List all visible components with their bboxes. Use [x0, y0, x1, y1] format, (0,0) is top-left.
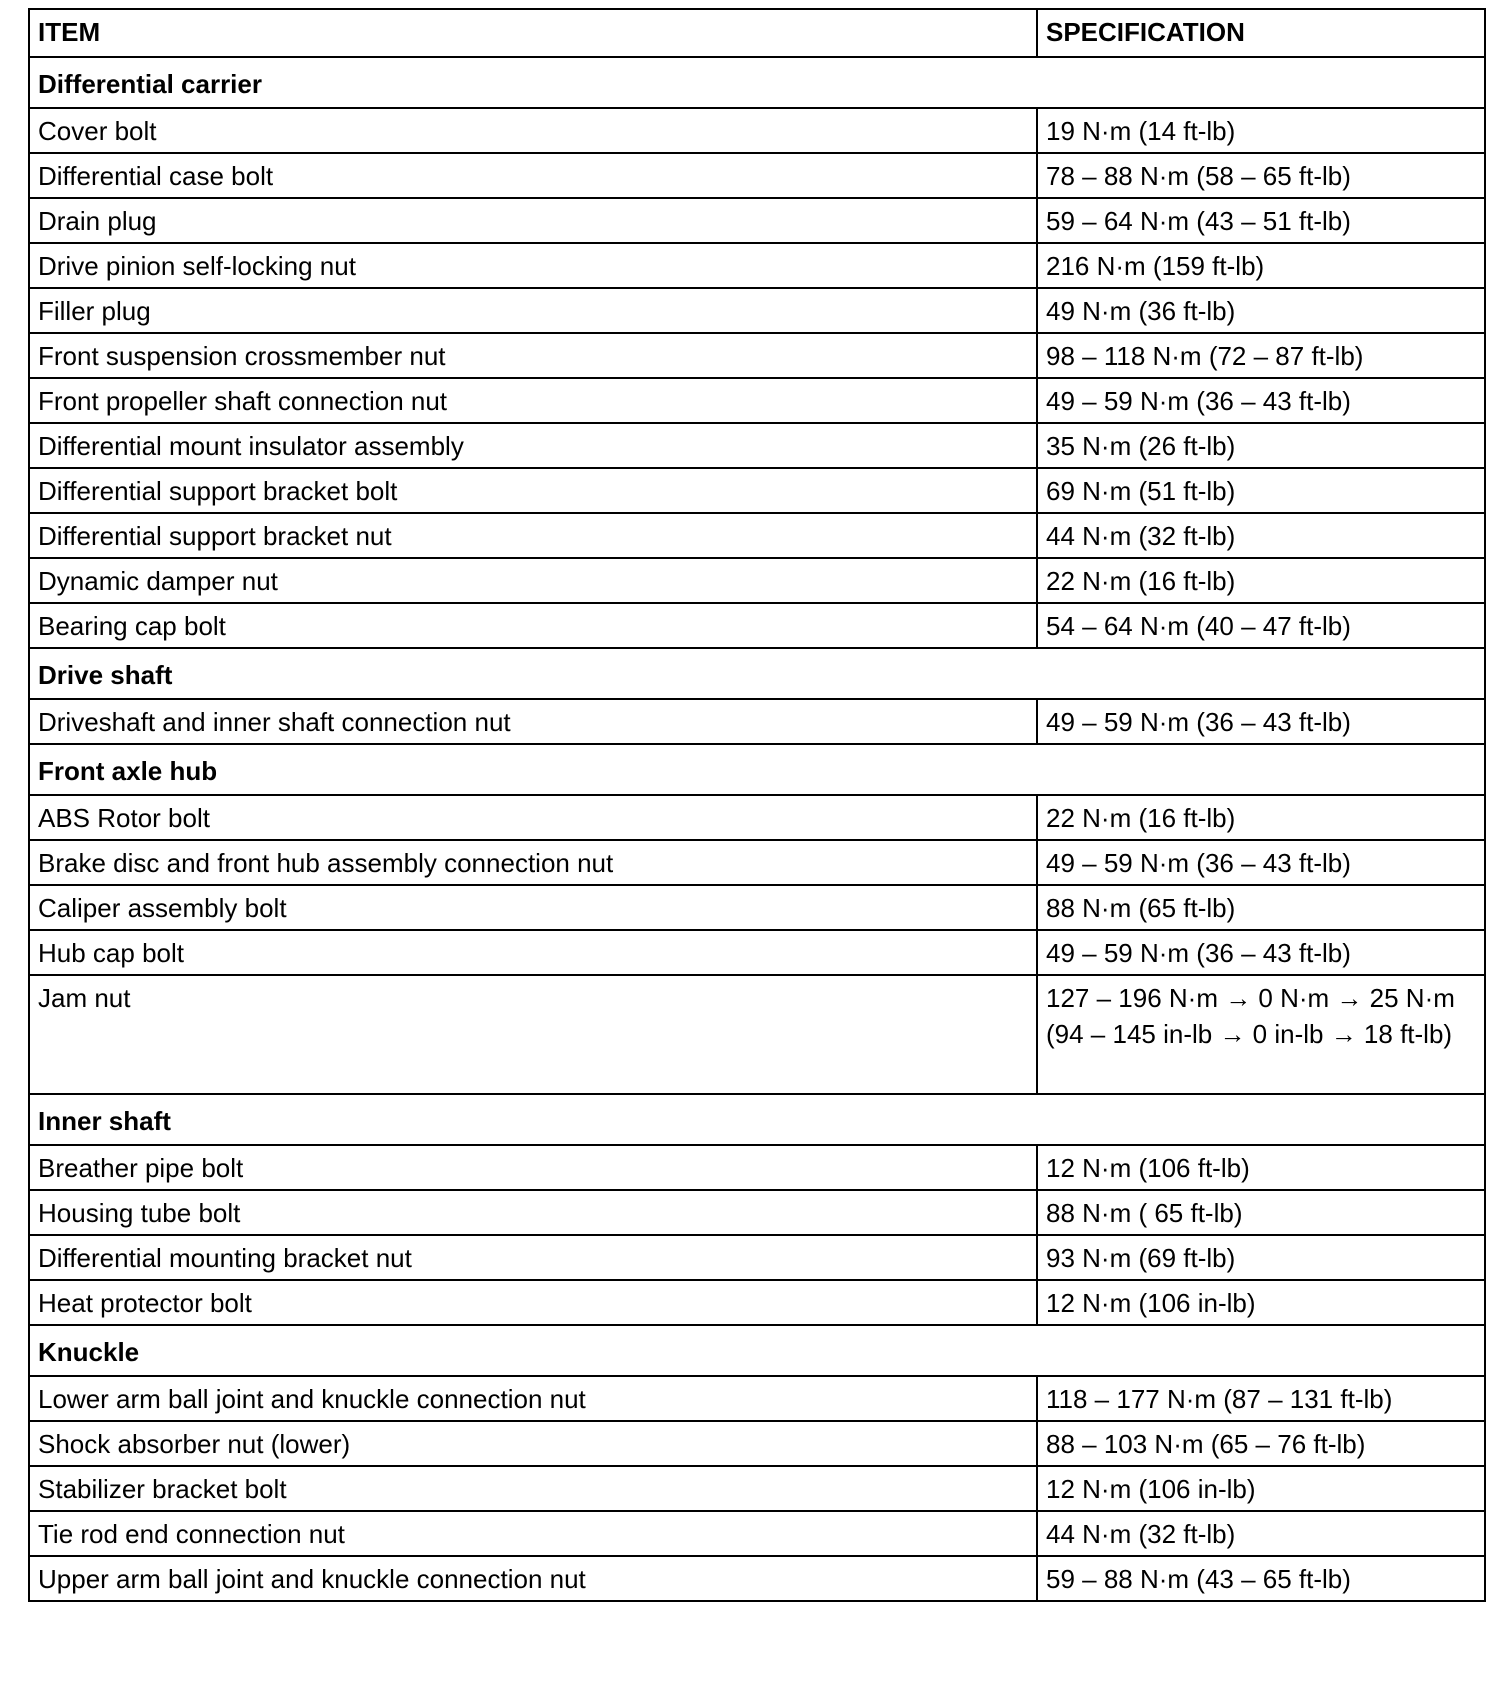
spec-cell: 49 – 59 N·m (36 – 43 ft-lb)	[1037, 930, 1485, 975]
table-row	[29, 333, 1485, 378]
table-row	[29, 1190, 1485, 1235]
spec-cell: 49 – 59 N·m (36 – 43 ft-lb)	[1037, 378, 1485, 423]
spec-cell: 88 N·m (65 ft-lb)	[1037, 885, 1485, 930]
item-cell: Differential case bolt	[29, 153, 1037, 198]
section-title: Front axle hub	[29, 744, 1485, 795]
section-header-row	[29, 744, 1485, 795]
table-row	[29, 288, 1485, 333]
spec-cell: 44 N·m (32 ft-lb)	[1037, 513, 1485, 558]
item-cell: Hub cap bolt	[29, 930, 1037, 975]
table-row	[29, 468, 1485, 513]
item-cell: Filler plug	[29, 288, 1037, 333]
spec-table-container	[28, 8, 1486, 1602]
header-specification: SPECIFICATION	[1037, 9, 1485, 57]
item-cell: Tie rod end connection nut	[29, 1511, 1037, 1556]
table-row	[29, 885, 1485, 930]
item-cell: Differential support bracket nut	[29, 513, 1037, 558]
item-cell: Brake disc and front hub assembly connection nut	[29, 840, 1037, 885]
spec-cell: 35 N·m (26 ft-lb)	[1037, 423, 1485, 468]
table-row	[29, 423, 1485, 468]
table-row	[29, 699, 1485, 744]
section-header-row	[29, 648, 1485, 699]
item-cell: Drain plug	[29, 198, 1037, 243]
header-item: ITEM	[29, 9, 1037, 57]
table-row	[29, 378, 1485, 423]
spec-cell: 19 N·m (14 ft-lb)	[1037, 108, 1485, 153]
table-row	[29, 1145, 1485, 1190]
item-cell: Heat protector bolt	[29, 1280, 1037, 1325]
item-cell: Stabilizer bracket bolt	[29, 1466, 1037, 1511]
table-row	[29, 1556, 1485, 1601]
table-row	[29, 558, 1485, 603]
spec-cell: 59 – 88 N·m (43 – 65 ft-lb)	[1037, 1556, 1485, 1601]
item-cell: Shock absorber nut (lower)	[29, 1421, 1037, 1466]
section-header-row	[29, 57, 1485, 108]
spec-cell: 88 N·m ( 65 ft-lb)	[1037, 1190, 1485, 1235]
spec-cell: 59 – 64 N·m (43 – 51 ft-lb)	[1037, 198, 1485, 243]
table-body	[29, 9, 1485, 1601]
table-row	[29, 1466, 1485, 1511]
table-row	[29, 513, 1485, 558]
spec-cell: 93 N·m (69 ft-lb)	[1037, 1235, 1485, 1280]
item-cell: Bearing cap bolt	[29, 603, 1037, 648]
item-cell: Differential support bracket bolt	[29, 468, 1037, 513]
spec-cell: 127 – 196 N·m → 0 N·m → 25 N·m (94 – 145 in-lb → 0 in-lb → 18 ft-lb)	[1037, 975, 1485, 1094]
table-row	[29, 1511, 1485, 1556]
spec-cell: 216 N·m (159 ft-lb)	[1037, 243, 1485, 288]
item-cell: Front suspension crossmember nut	[29, 333, 1037, 378]
item-cell: Jam nut	[29, 975, 1037, 1094]
table-row	[29, 243, 1485, 288]
section-title: Drive shaft	[29, 648, 1485, 699]
table-header-row	[29, 9, 1485, 57]
item-cell: Caliper assembly bolt	[29, 885, 1037, 930]
item-cell: Differential mount insulator assembly	[29, 423, 1037, 468]
table-row	[29, 930, 1485, 975]
section-header-row	[29, 1094, 1485, 1145]
table-row	[29, 975, 1485, 1094]
spec-cell: 98 – 118 N·m (72 – 87 ft-lb)	[1037, 333, 1485, 378]
table-row	[29, 1376, 1485, 1421]
spec-cell: 44 N·m (32 ft-lb)	[1037, 1511, 1485, 1556]
spec-cell: 22 N·m (16 ft-lb)	[1037, 558, 1485, 603]
table-row	[29, 153, 1485, 198]
table-row	[29, 1235, 1485, 1280]
spec-cell: 22 N·m (16 ft-lb)	[1037, 795, 1485, 840]
section-title: Differential carrier	[29, 57, 1485, 108]
table-row	[29, 1280, 1485, 1325]
section-title: Inner shaft	[29, 1094, 1485, 1145]
table-row	[29, 795, 1485, 840]
table-row	[29, 603, 1485, 648]
item-cell: Cover bolt	[29, 108, 1037, 153]
item-cell: Lower arm ball joint and knuckle connection nut	[29, 1376, 1037, 1421]
spec-cell: 49 N·m (36 ft-lb)	[1037, 288, 1485, 333]
item-cell: Front propeller shaft connection nut	[29, 378, 1037, 423]
item-cell: Differential mounting bracket nut	[29, 1235, 1037, 1280]
spec-cell: 78 – 88 N·m (58 – 65 ft-lb)	[1037, 153, 1485, 198]
spec-cell: 88 – 103 N·m (65 – 76 ft-lb)	[1037, 1421, 1485, 1466]
table-row	[29, 1421, 1485, 1466]
item-cell: Dynamic damper nut	[29, 558, 1037, 603]
item-cell: ABS Rotor bolt	[29, 795, 1037, 840]
spec-cell: 49 – 59 N·m (36 – 43 ft-lb)	[1037, 840, 1485, 885]
spec-cell: 12 N·m (106 in-lb)	[1037, 1466, 1485, 1511]
spec-cell: 49 – 59 N·m (36 – 43 ft-lb)	[1037, 699, 1485, 744]
spec-cell: 12 N·m (106 in-lb)	[1037, 1280, 1485, 1325]
item-cell: Breather pipe bolt	[29, 1145, 1037, 1190]
item-cell: Housing tube bolt	[29, 1190, 1037, 1235]
item-cell: Driveshaft and inner shaft connection nut	[29, 699, 1037, 744]
table-row	[29, 840, 1485, 885]
section-title: Knuckle	[29, 1325, 1485, 1376]
spec-cell: 12 N·m (106 ft-lb)	[1037, 1145, 1485, 1190]
spec-cell: 69 N·m (51 ft-lb)	[1037, 468, 1485, 513]
spec-cell: 118 – 177 N·m (87 – 131 ft-lb)	[1037, 1376, 1485, 1421]
spec-cell: 54 – 64 N·m (40 – 47 ft-lb)	[1037, 603, 1485, 648]
section-header-row	[29, 1325, 1485, 1376]
item-cell: Upper arm ball joint and knuckle connection nut	[29, 1556, 1037, 1601]
item-cell: Drive pinion self-locking nut	[29, 243, 1037, 288]
table-row	[29, 198, 1485, 243]
table-row	[29, 108, 1485, 153]
torque-spec-table	[28, 8, 1486, 1602]
